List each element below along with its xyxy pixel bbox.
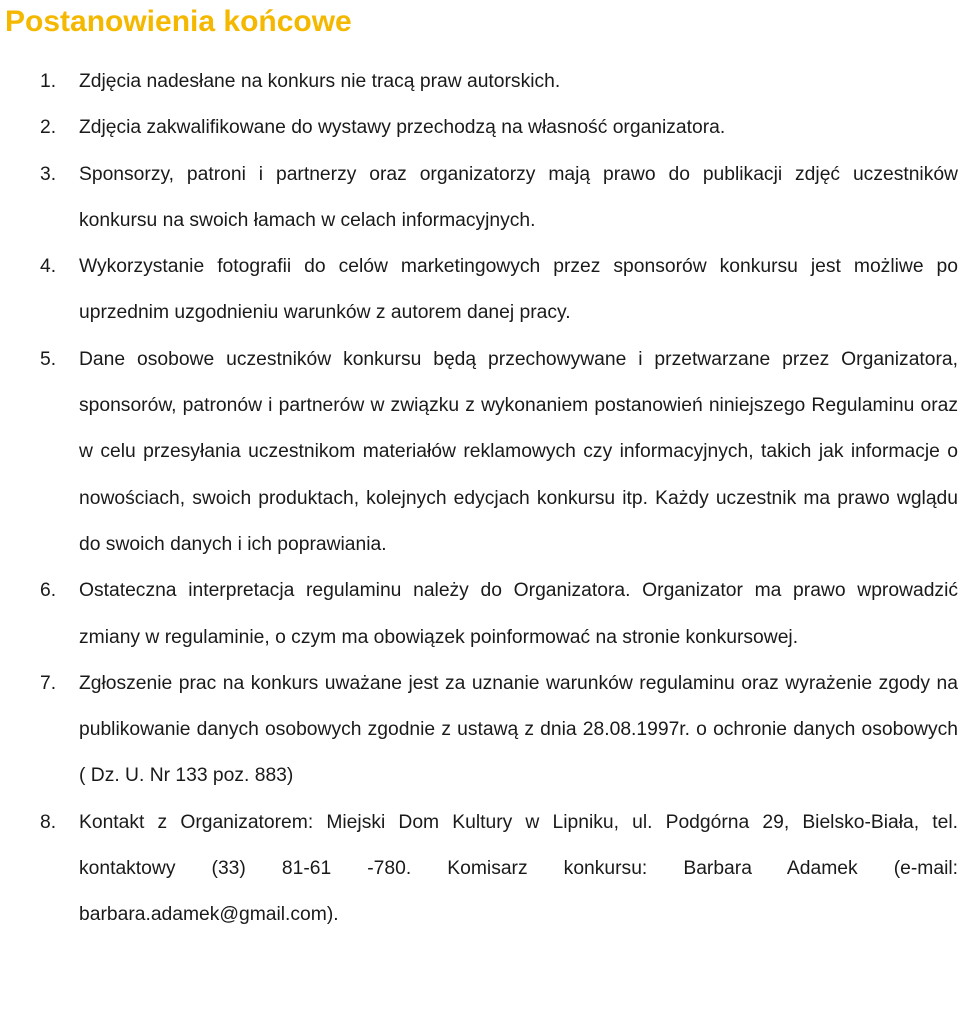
clause-text: Kontakt z Organizatorem: Miejski Dom Kultury w Lipniku, ul. Podgórna 29, Bielsko-Biała, tel. kontaktowy (33) 81-61 -780. Komisarz konkursu: Barbara Adamek (e-mail: barbara.adamek@gmail.com).: [79, 811, 958, 926]
clause-text: Ostateczna interpretacja regulaminu należy do Organizatora. Organizator ma prawo wprowadzić zmiany w regulaminie, o czym ma obowiązek poinformować na stronie konkursowej.: [79, 580, 958, 648]
clause-list: [0, 59, 958, 939]
clause-text: Dane osobowe uczestników konkursu będą przechowywane i przetwarzane przez Organizatora, sponsorów, patronów i partnerów w związku z wykonaniem postanowień niniejszego Regulaminu oraz w celu przesyłania uczestnikom materiałów reklamowych czy informacyjnych, takich jak informacje o nowościach, swoich produktach, kolejnych edycjach konkursu itp. Każdy uczestnik ma prawo wglądu do swoich danych i ich poprawiania.: [79, 348, 958, 555]
clause-item: [0, 105, 958, 151]
clause-item: [0, 59, 958, 105]
clause-text: Zdjęcia nadesłane na konkurs nie tracą praw autorskich.: [79, 71, 561, 92]
clause-number: 1.: [40, 71, 57, 92]
section-heading: Postanowienia końcowe: [5, 5, 352, 38]
clause-number: 5.: [40, 348, 57, 370]
clause-number: 4.: [40, 256, 57, 278]
clause-number: 8.: [40, 811, 57, 833]
clause-item: [0, 244, 958, 337]
clause-text: Wykorzystanie fotografii do celów marketingowych przez sponsorów konkursu jest możliwe po uprzednim uzgodnieniu warunków z autorem danej pracy.: [79, 256, 958, 324]
clause-item: [0, 661, 958, 800]
clause-item: [0, 152, 958, 245]
clause-text: Zdjęcia zakwalifikowane do wystawy przechodzą na własność organizatora.: [79, 117, 726, 139]
clause-number: 2.: [40, 117, 57, 139]
clause-item: [0, 568, 958, 661]
clause-text: Sponsorzy, patroni i partnerzy oraz organizatorzy mają prawo do publikacji zdjęć uczestników konkursu na swoich łamach w celach informacyjnych.: [79, 163, 958, 231]
clause-number: 7.: [40, 672, 57, 694]
clause-item: [0, 800, 958, 939]
clause-number: 3.: [40, 163, 57, 185]
clause-number: 6.: [40, 580, 57, 602]
clause-item: [0, 337, 958, 568]
clause-text: Zgłoszenie prac na konkurs uważane jest za uznanie warunków regulaminu oraz wyrażenie zgody na publikowanie danych osobowych zgodnie z ustawą z dnia 28.08.1997r. o ochronie danych osobowych ( Dz. U. Nr 133 poz. 883): [79, 672, 958, 787]
